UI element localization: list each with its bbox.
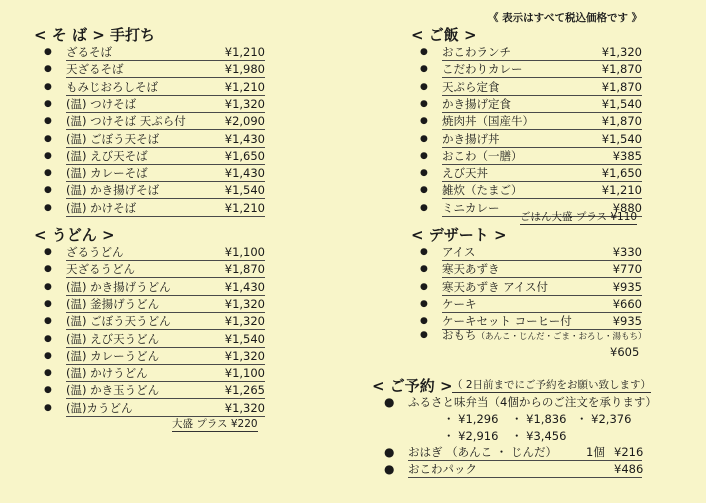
bullet-dot: ●: [420, 202, 428, 213]
bullet-dot: ●: [44, 64, 52, 75]
bullet-dot: ●: [44, 402, 52, 413]
menu-item-price: ¥1,100: [224, 245, 265, 259]
menu-item-name: 雑炊（たまご）: [442, 183, 523, 198]
menu-item-price: ¥1,540: [224, 183, 265, 198]
menu-item-row: [420, 79, 642, 95]
bento-price-3: ・ ¥2,376: [576, 412, 632, 426]
omochi-name: おもち（あんこ・じんだ・ごま・おろし・湯もち）: [442, 328, 647, 342]
bento-price-1: ・ ¥1,296: [443, 412, 499, 426]
menu-item-price: ¥1,870: [601, 62, 642, 77]
menu-item-row: [420, 44, 642, 60]
bullet-dot: ●: [44, 333, 52, 344]
menu-item-name: おこわ（一膳）: [442, 148, 523, 163]
bullet-dot: ●: [420, 150, 428, 161]
menu-item-row: [44, 200, 265, 216]
menu-item-name: 寒天あずき: [442, 262, 500, 277]
menu-item-price: ¥1,265: [224, 383, 265, 398]
menu-item-price: ¥1,870: [601, 114, 642, 129]
ohagi-unit: 1個: [586, 445, 605, 459]
menu-item-price: ¥1,210: [224, 200, 265, 215]
menu-item-row: [420, 113, 642, 129]
menu-item-name: (温) ごぼう天うどん: [66, 314, 171, 329]
menu-item-price: ¥660: [612, 296, 642, 311]
menu-item-row: [44, 261, 265, 277]
menu-item-price: ¥1,210: [224, 79, 265, 94]
menu-item-name: (温) えび天そば: [66, 148, 148, 163]
udon-large-note: 大盛 プラス ¥220: [172, 418, 258, 430]
omochi-sub: （あんこ・じんだ・ごま・おろし・湯もち）: [476, 332, 647, 342]
bullet-dot: ●: [44, 385, 52, 396]
menu-item-name: ざるうどん: [66, 245, 124, 259]
bullet-dot: ●: [44, 81, 52, 92]
menu-item-row: [44, 61, 265, 77]
menu-item-price: ¥1,870: [601, 79, 642, 94]
menu-item-price: ¥1,320: [224, 348, 265, 363]
bullet-dot: ●: [420, 264, 428, 275]
soba-heading: < そ ば > 手打ち: [34, 26, 156, 44]
bullet-dot: ●: [44, 281, 52, 292]
menu-item-price: ¥1,430: [224, 131, 265, 146]
menu-item-price: ¥1,540: [601, 96, 642, 111]
menu-item-row: [44, 96, 265, 112]
menu-item-underline: [66, 416, 265, 417]
menu-item-price: ¥1,320: [224, 96, 265, 111]
reservation-note: （ 2日前までにご予約をお願い致します）: [452, 379, 652, 391]
bullet-dot: ●: [44, 116, 52, 127]
menu-item-price: ¥1,430: [224, 279, 265, 294]
dessert-heading: < デザート >: [411, 226, 507, 244]
omochi-price: ¥605: [610, 345, 640, 359]
okowa-pack-underline: [408, 477, 642, 478]
menu-item-row: [44, 182, 265, 198]
bullet-dot: ●: [44, 47, 52, 57]
bullet-dot: ●: [420, 47, 428, 57]
menu-item-price: ¥1,100: [224, 366, 265, 381]
menu-item-row: [420, 61, 642, 77]
menu-item-row: [420, 131, 642, 147]
bullet-dot: ●: [420, 98, 428, 109]
menu-item-name: ケーキ: [442, 296, 477, 311]
menu-item-row: [44, 165, 265, 181]
bullet-dot: ●: [420, 133, 428, 144]
bullet-dot: ●: [44, 368, 52, 379]
menu-item-name: えび天丼: [442, 166, 488, 181]
menu-item-price: ¥1,320: [224, 314, 265, 329]
menu-item-row: [44, 348, 265, 364]
menu-item-price: ¥2,090: [224, 114, 265, 129]
bullet-dot: ●: [420, 330, 428, 340]
bullet-dot: ●: [44, 185, 52, 196]
menu-item-name: 天ざるうどん: [66, 262, 135, 277]
menu-item-name: (温)カうどん: [66, 400, 133, 415]
menu-item-name: 寒天あずき アイス付: [442, 279, 549, 294]
menu-item-name: もみじおろしそば: [66, 79, 158, 94]
gohan-large-note: ごはん大盛 プラス ¥110: [520, 211, 638, 223]
menu-item-price: ¥1,870: [224, 262, 265, 277]
menu-item-row: [44, 148, 265, 164]
bullet-dot: ●: [420, 298, 428, 309]
menu-item-name: (温) えび天うどん: [66, 331, 160, 346]
menu-item-name: (温) カレーそば: [66, 166, 148, 181]
menu-item-price: ¥1,320: [224, 296, 265, 311]
bullet-dot: ●: [420, 185, 428, 196]
menu-item-name: こだわりカレー: [442, 62, 523, 77]
bento-price-5: ・ ¥3,456: [511, 429, 567, 443]
bento-price-2: ・ ¥1,836: [511, 412, 567, 426]
bullet-dot: ●: [420, 64, 428, 75]
menu-item-price: ¥1,650: [601, 166, 642, 181]
bullet-dot: ●: [384, 395, 395, 409]
gohan-heading: < ご飯 >: [411, 26, 477, 44]
menu-item-name: (温) ごぼう天そば: [66, 131, 160, 146]
menu-item-price: ¥1,980: [224, 62, 265, 77]
dessert-omochi-row: [420, 327, 647, 343]
bullet-dot: ●: [44, 98, 52, 109]
bullet-dot: ●: [384, 445, 395, 459]
bento-price-4: ・ ¥2,916: [443, 429, 499, 443]
menu-item-name: 天ぷら定食: [442, 79, 500, 94]
menu-item-name: (温) カレーうどん: [66, 348, 160, 363]
menu-item-name: 焼肉丼（国産牛）: [442, 114, 534, 129]
menu-item-row: [420, 244, 642, 260]
menu-item-price: ¥880: [612, 200, 642, 215]
menu-item-name: (温) かけそば: [66, 200, 137, 215]
menu-item-row: [44, 313, 265, 329]
menu-item-price: ¥1,210: [224, 45, 265, 59]
menu-item-price: ¥1,320: [601, 45, 642, 59]
menu-item-row: [420, 182, 642, 198]
menu-item-price: ¥1,540: [601, 131, 642, 146]
menu-item-price: ¥1,210: [601, 183, 642, 198]
okowa-pack-name: おこわパック: [408, 462, 477, 476]
menu-item-row: [420, 279, 642, 295]
udon-heading: < うどん >: [34, 226, 115, 244]
menu-item-row: [44, 382, 265, 398]
menu-item-row: [44, 113, 265, 129]
menu-item-name: (温) つけそば 天ぷら付: [66, 114, 186, 129]
bullet-dot: ●: [420, 168, 428, 179]
menu-item-name: (温) 釜揚げうどん: [66, 296, 160, 311]
menu-item-price: ¥330: [612, 245, 642, 259]
menu-item-row: [44, 279, 265, 295]
menu-item-name: (温) かき揚げそば: [66, 183, 160, 198]
menu-item-underline: [66, 216, 265, 217]
menu-item-row: [44, 79, 265, 95]
menu-item-name: アイス: [442, 245, 476, 259]
ohagi-name: おはぎ （あんこ ・ じんだ）: [408, 445, 557, 459]
reservation-heading: < ご予約 >: [372, 377, 453, 395]
menu-item-price: ¥1,650: [224, 148, 265, 163]
menu-item-name: かき揚げ定食: [442, 96, 511, 111]
bullet-dot: ●: [420, 116, 428, 127]
menu-item-row: [44, 365, 265, 381]
menu-item-name: (温) かき玉うどん: [66, 383, 160, 398]
menu-item-row: [44, 296, 265, 312]
menu-item-row: [44, 131, 265, 147]
tax-included-note: 《 表示はすべて税込価格です 》: [488, 12, 643, 24]
bullet-dot: ●: [44, 247, 52, 257]
bullet-dot: ●: [420, 247, 428, 257]
menu-item-name: ミニカレー: [442, 200, 500, 215]
bullet-dot: ●: [44, 168, 52, 179]
menu-item-row: [420, 261, 642, 277]
bullet-dot: ●: [384, 462, 395, 476]
bullet-dot: ●: [44, 298, 52, 309]
bullet-dot: ●: [44, 264, 52, 275]
bullet-dot: ●: [420, 281, 428, 292]
bullet-dot: ●: [44, 202, 52, 213]
menu-item-row: [420, 96, 642, 112]
menu-item-name: 天ざるそば: [66, 62, 124, 77]
menu-item-row: [420, 296, 642, 312]
menu-item-name: (温) つけそば: [66, 96, 137, 111]
menu-item-name: おこわランチ: [442, 45, 511, 59]
bullet-dot: ●: [420, 81, 428, 92]
menu-item-row: [44, 331, 265, 347]
menu-item-name: (温) かき揚げうどん: [66, 279, 171, 294]
menu-item-price: ¥935: [612, 314, 642, 329]
bullet-dot: ●: [44, 316, 52, 327]
menu-item-row: [420, 148, 642, 164]
menu-item-price: ¥1,320: [224, 400, 265, 415]
menu-item-price: ¥935: [612, 279, 642, 294]
menu-item-name: (温) かけうどん: [66, 366, 148, 381]
menu-item-name: かき揚げ丼: [442, 131, 500, 146]
bullet-dot: ●: [44, 350, 52, 361]
menu-item-row: [44, 400, 265, 416]
menu-item-price: ¥770: [612, 262, 642, 277]
menu-item-row: [44, 244, 265, 260]
bento-name: ふるさと味弁当（4個からのご注文を承ります）: [408, 395, 657, 409]
ohagi-price: ¥216: [614, 445, 644, 459]
bullet-dot: ●: [44, 150, 52, 161]
menu-item-row: [44, 44, 265, 60]
menu-item-price: ¥385: [612, 148, 642, 163]
menu-item-price: ¥1,540: [224, 331, 265, 346]
okowa-pack-price: ¥486: [614, 462, 644, 476]
menu-item-row: [420, 165, 642, 181]
menu-item-price: ¥1,430: [224, 166, 265, 181]
bullet-dot: ●: [44, 133, 52, 144]
menu-item-name: ざるそば: [66, 45, 112, 59]
menu-item-name: ケーキセット コーヒー付: [442, 314, 572, 329]
bullet-dot: ●: [420, 316, 428, 327]
